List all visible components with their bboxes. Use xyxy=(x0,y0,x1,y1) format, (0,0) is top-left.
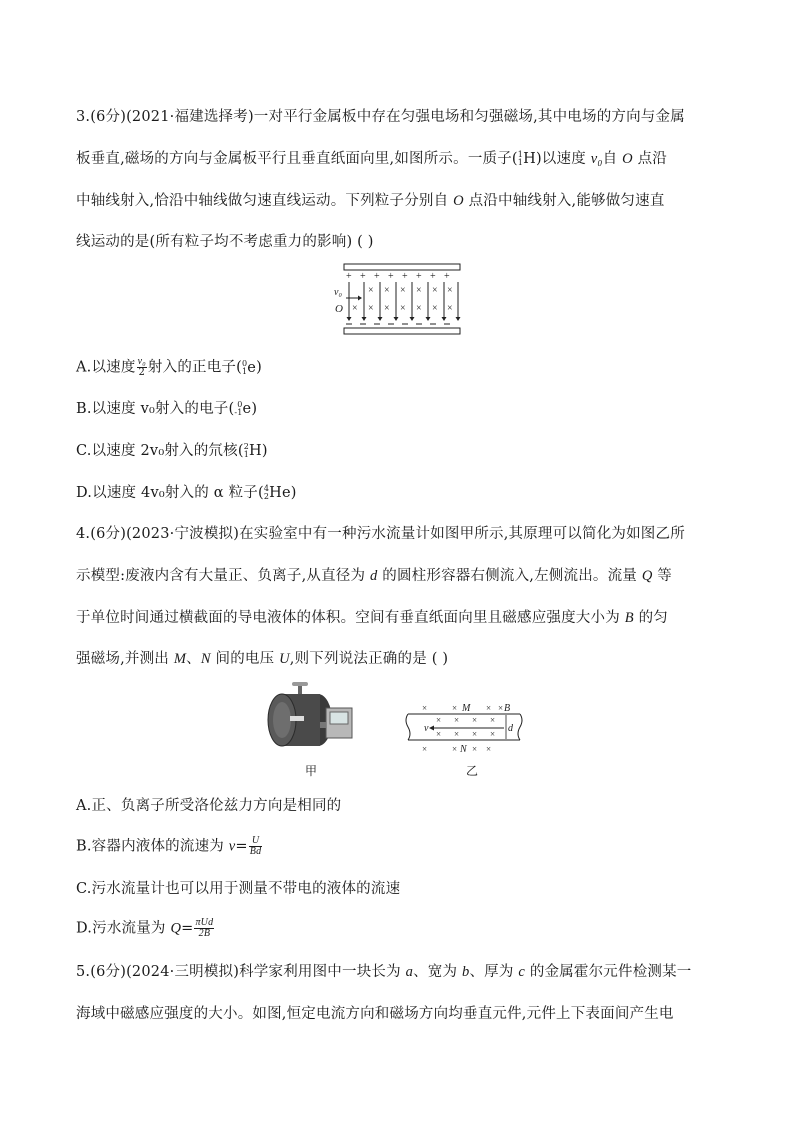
q4-option-a[interactable]: A.正、负离子所受洛伦兹力方向是相同的 xyxy=(76,798,342,814)
svg-text:+: + xyxy=(360,271,366,282)
nuclide-electron: 0 -1 e xyxy=(234,400,252,417)
velocity-arrowhead xyxy=(358,296,362,301)
nuclide-positron: 0 1 e xyxy=(241,358,257,376)
svg-text:×: × xyxy=(422,744,428,754)
svg-text:×: × xyxy=(422,703,428,713)
svg-text:×: × xyxy=(490,729,496,739)
svg-text:×: × xyxy=(486,703,492,713)
q3-option-c[interactable]: C.以速度 2v₀射入的氘核( 2 1 H) xyxy=(76,442,268,459)
svg-text:×: × xyxy=(416,285,422,296)
svg-text:×: × xyxy=(368,303,374,314)
bottom-plate xyxy=(344,328,460,334)
svg-text:+: + xyxy=(416,271,422,282)
figure-yi-caption: 乙 xyxy=(466,764,479,778)
flowmeter-diagram xyxy=(404,700,526,758)
label-v: v xyxy=(424,723,429,734)
svg-text:+: + xyxy=(346,271,352,282)
svg-text:×: × xyxy=(436,715,442,725)
figure-jia-caption: 甲 xyxy=(305,764,318,778)
svg-text:+: + xyxy=(374,271,380,282)
q4-line-2: 示模型:废液内含有大量正、负离子,从直径为 d 的圆柱形容器右侧流入,左侧流出。流量 Q 等 xyxy=(76,568,672,584)
svg-text:×: × xyxy=(472,744,478,754)
svg-text:×: × xyxy=(454,715,460,725)
o-label: O xyxy=(335,303,343,315)
pipe-left-end xyxy=(406,714,410,740)
svg-text:×: × xyxy=(432,285,438,296)
svg-text:×: × xyxy=(416,303,422,314)
display-stem xyxy=(320,722,326,728)
display-screen xyxy=(330,712,348,724)
svg-text:×: × xyxy=(368,285,374,296)
svg-text:×: × xyxy=(454,729,460,739)
q3-line-4: 线运动的是(所有粒子均不考虑重力的影响) ( ) xyxy=(76,234,374,250)
brand-label xyxy=(290,716,304,721)
svg-text:+: + xyxy=(388,271,394,282)
pipe-right-end xyxy=(518,714,522,740)
svg-text:×: × xyxy=(432,303,438,314)
q5-line-1: 5.(6分)(2024·三明模拟)科学家利用图中一块长为 a、宽为 b、厚为 c 的金属霍尔元件检测某一 xyxy=(76,964,692,980)
svg-text:×: × xyxy=(447,285,453,296)
svg-text:×: × xyxy=(384,303,390,314)
svg-text:×: × xyxy=(436,729,442,739)
b-field-crosses xyxy=(352,285,453,314)
svg-text:×: × xyxy=(352,303,358,314)
pipe-inner xyxy=(273,702,291,738)
inside-crosses xyxy=(436,715,495,739)
svg-text:+: + xyxy=(402,271,408,282)
fraction-v0-over-2: $\frac{\text{v₀}}{2}$ xyxy=(137,356,146,378)
q3-option-d[interactable]: D.以速度 4v₀射入的 α 粒子( 4 2 He) xyxy=(76,484,297,501)
svg-text:×: × xyxy=(472,715,478,725)
svg-text:×: × xyxy=(472,729,478,739)
top-plate xyxy=(344,264,460,270)
field-arrowheads xyxy=(347,317,461,321)
svg-text:×: × xyxy=(400,303,406,314)
flow-arrowhead xyxy=(429,726,434,731)
flowmeter-photo xyxy=(264,682,364,758)
q5-line-2: 海域中磁感应强度的大小。如图,恒定电流方向和磁场方向均垂直元件,元件上下表面间产生电 xyxy=(76,1006,674,1022)
nuclide-alpha: 4 2 He xyxy=(263,484,291,501)
q4-option-b[interactable]: B.容器内液体的流速为 v= $\frac{U}{Bd}$ xyxy=(76,835,262,857)
q3-line-3: 中轴线射入,恰沿中轴线做匀速直线运动。下列粒子分别自 O 点沿中轴线射入,能够做匀速直 xyxy=(76,193,665,209)
meter-handle xyxy=(292,682,308,686)
q3-option-a[interactable]: A.以速度 $\frac{\text{v₀}}{2}$ 射入的正电子( 0 1 e) xyxy=(76,356,262,378)
fraction-u-over-bd: $\frac{U}{Bd}$ xyxy=(249,835,262,857)
q3-option-b[interactable]: B.以速度 v₀射入的电子( 0 -1 e) xyxy=(76,400,258,417)
label-d: d xyxy=(508,723,513,734)
q4-line-1: 4.(6分)(2023·宁波模拟)在实验室中有一种污水流量计如图甲所示,其原理可以简化为如图乙所 xyxy=(76,526,685,542)
label-B: B xyxy=(504,703,511,714)
svg-text:×: × xyxy=(498,703,504,713)
label-M: M xyxy=(462,703,471,714)
svg-text:×: × xyxy=(452,744,458,754)
q4-line-3: 于单位时间通过横截面的导电液体的体积。空间有垂直纸面向里且磁感应强度大小为 B 的匀 xyxy=(76,610,668,626)
svg-text:+: + xyxy=(430,271,436,282)
q4-line-4: 强磁场,并测出 M、N 间的电压 U,则下列说法正确的是 ( ) xyxy=(76,651,449,667)
svg-text:×: × xyxy=(384,285,390,296)
svg-text:+: + xyxy=(444,271,450,282)
q4-option-d[interactable]: D.污水流量为 Q= $\frac{\text{πUd}}{2B}$ xyxy=(76,917,214,939)
q3-line-1: 3.(6分)(2021·福建选择考)一对平行金属板中存在匀强电场和匀强磁场,其中电场的方向与金属 xyxy=(76,109,685,125)
plus-charges xyxy=(346,271,450,282)
svg-text:×: × xyxy=(400,285,406,296)
svg-text:×: × xyxy=(486,744,492,754)
svg-text:×: × xyxy=(490,715,496,725)
fraction-piud-over-2b: $\frac{\text{πUd}}{2B}$ xyxy=(195,917,214,939)
v0-label: v₀ xyxy=(334,287,342,298)
q3-line-2: 板垂直,磁场的方向与金属板平行且垂直纸面向里,如图所示。一质子( 1 1 H)以速度 v₀自 O 点沿 xyxy=(76,150,668,167)
nuclide-deuteron: 2 1 H xyxy=(243,442,262,459)
outside-crosses-bottom xyxy=(422,744,491,754)
nuclide-proton: 1 1 H xyxy=(517,150,536,167)
svg-text:×: × xyxy=(452,703,458,713)
label-N: N xyxy=(460,744,467,755)
q4-option-c[interactable]: C.污水流量计也可以用于测量不带电的液体的流速 xyxy=(76,881,401,897)
svg-text:×: × xyxy=(447,303,453,314)
q3-plates-figure xyxy=(330,262,470,340)
